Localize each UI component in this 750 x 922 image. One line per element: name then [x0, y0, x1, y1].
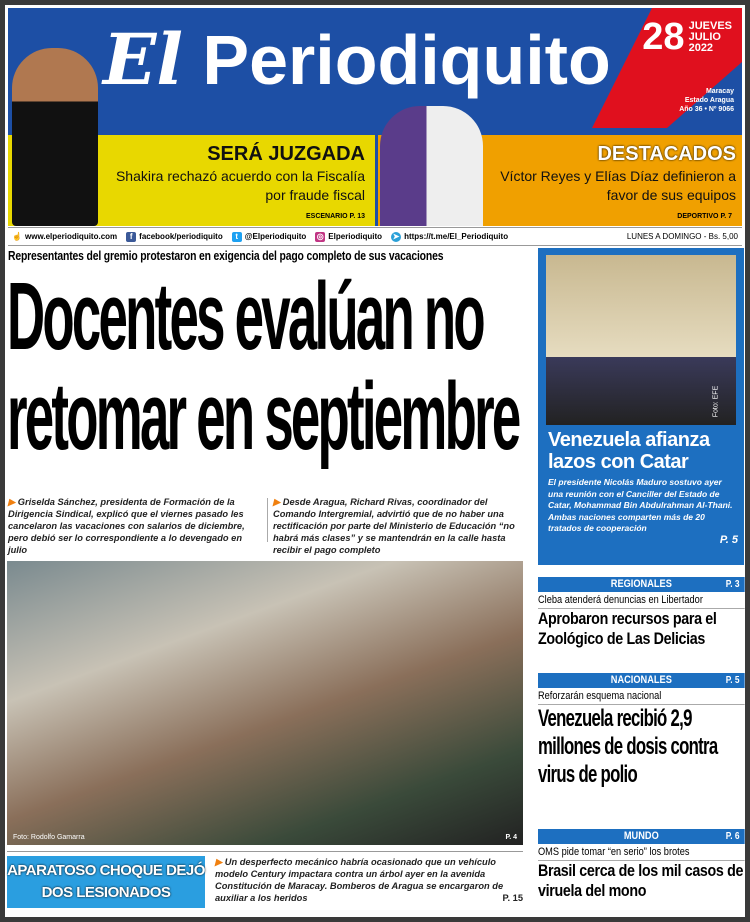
- section-regionales[interactable]: [538, 577, 745, 649]
- date-weekday: JUEVES: [688, 20, 732, 32]
- section-name: MUNDO: [623, 830, 659, 842]
- instagram-link[interactable]: [315, 232, 382, 242]
- page-ref: P. 15: [502, 893, 523, 903]
- web-text: www.elperiodiquito.com: [25, 231, 118, 241]
- protest-photo: [7, 561, 523, 845]
- section-headline: Brasil cerca de los mil casos de viruela del mono: [538, 861, 744, 900]
- main-headline[interactable]: [7, 263, 519, 470]
- teaser-text: Shakira rechazó acuerdo con la Fiscalía por fraude fiscal: [115, 168, 365, 203]
- lead-1: [8, 496, 263, 556]
- bottom-body: Un desperfecto mecánico habría ocasionado que un vehículo modelo Century impactara contra un árbol ayer en la avenida Constitución de Maracay. Bomberos de Aragua se encargaron de auxiliar a los heridos: [215, 857, 504, 903]
- section-name: REGIONALES: [610, 578, 672, 590]
- page-ref: P. 3: [725, 579, 740, 590]
- social-bar: [8, 227, 742, 246]
- instagram-text: Elperiodiquito: [328, 231, 383, 241]
- telegram-text: https://t.me/El_Periodiquito: [404, 231, 509, 241]
- page-ref: P. 5: [719, 533, 738, 546]
- section-sub: OMS pide tomar “en serio” los brotes: [538, 844, 745, 861]
- side-headline: Venezuela afianza lazos con Catar: [548, 429, 710, 473]
- facebook-text: facebook/periodiquito: [139, 231, 223, 241]
- lead-2: [273, 496, 529, 556]
- page-ref: P. 5: [725, 675, 740, 686]
- teaser-title: DESTACADOS: [597, 143, 736, 165]
- arrow-icon: ▶: [8, 497, 18, 507]
- bottom-text: [215, 856, 523, 904]
- web-link[interactable]: [12, 232, 117, 242]
- lead-text: Griselda Sánchez, presidenta de Formación de la Dirigencia Sindical, explicó que el viernes pasado les cancelaron las vacaciones con salarios de diciembre, pero debió ser lo correspondiente a lo devengado en julio: [8, 497, 245, 555]
- photo-credit: Foto: EFE: [712, 385, 720, 418]
- section-sub: Reforzarán esquema nacional: [538, 688, 745, 705]
- bottom-headline[interactable]: APARATOSO CHOQUE DEJÓ DOS LESIONADOS: [7, 856, 205, 908]
- side-text: [548, 477, 738, 546]
- hand-pointer-icon: ☝: [12, 231, 22, 241]
- section-nacionales[interactable]: [538, 673, 745, 789]
- telegram-icon: ➤: [392, 231, 400, 241]
- photo-credit: Foto: Rodolfo Gamarra: [13, 834, 85, 841]
- maduro-photo: [546, 255, 736, 425]
- section-sub: Cleba atenderá denuncias en Libertador: [538, 592, 745, 609]
- divider: [7, 851, 523, 852]
- twitter-link[interactable]: [232, 232, 307, 242]
- section-headline: Aprobaron recursos para el Zoológico de Las Delicias: [538, 609, 717, 648]
- facebook-link[interactable]: [126, 232, 223, 242]
- shakira-photo: [12, 48, 98, 226]
- headline-line: retomar en septiembre: [7, 363, 519, 470]
- arrow-icon: ▶: [273, 497, 283, 507]
- logo: [103, 20, 611, 100]
- issue: Año 36 • Nº 9066: [679, 106, 734, 113]
- baseball-players-photo: [380, 106, 483, 226]
- teaser-text: Víctor Reyes y Elías Díaz definieron a favor de sus equipos: [500, 168, 736, 203]
- telegram-link[interactable]: [391, 232, 508, 242]
- date-year: 2022: [688, 42, 714, 54]
- twitter-text: @Elperiodiquito: [244, 231, 307, 241]
- section-headline: Venezuela recibió 2,9 millones de dosis contra virus de polio: [538, 705, 718, 788]
- instagram-icon: ◎: [316, 231, 324, 241]
- state: Estado Aragua: [684, 97, 734, 104]
- masthead: [8, 8, 742, 226]
- date-day: 28: [642, 16, 685, 58]
- date-month: JULIO: [688, 31, 721, 43]
- logo-name: Periodiquito: [202, 21, 611, 99]
- section-mundo[interactable]: [538, 829, 745, 901]
- divider: [267, 498, 268, 542]
- twitter-icon: t: [232, 232, 242, 242]
- teaser-section: ESCENARIO P. 13: [305, 213, 365, 220]
- kicker: Representantes del gremio protestaron en exigencia del pago completo de sus vacaciones: [8, 248, 444, 263]
- lead-text: Desde Aragua, Richard Rivas, coordinador del Comando Intergremial, advirtió que de no haber una rectificación por parte del Ministerio de Educación “no habrá más clases” y se mantendrán en la calle hasta recibir el pago completo: [273, 497, 515, 555]
- facebook-icon: f: [126, 232, 136, 242]
- logo-el: El: [103, 18, 183, 101]
- headline-line: Docentes evalúan no: [7, 263, 483, 370]
- teaser-section: DEPORTIVO P. 7: [677, 213, 732, 220]
- location: [679, 87, 734, 114]
- city: Maracay: [705, 88, 734, 95]
- price: LUNES A DOMINGO - Bs. 5,00: [626, 232, 738, 241]
- arrow-icon: ▶: [215, 857, 225, 867]
- side-body: El presidente Nicolás Maduro sostuvo ayer una reunión con el Canciller del Estado de Catar, Mohammad Bin Abdulrahman Al-Thani. Ambas naciones comparten más de 20 tratados de cooperación: [548, 477, 733, 533]
- teaser-title: SERÁ JUZGADA: [207, 143, 365, 165]
- date: [642, 16, 732, 59]
- page-ref: P. 4: [505, 834, 517, 841]
- section-name: NACIONALES: [610, 674, 672, 686]
- page-ref: P. 6: [725, 831, 740, 842]
